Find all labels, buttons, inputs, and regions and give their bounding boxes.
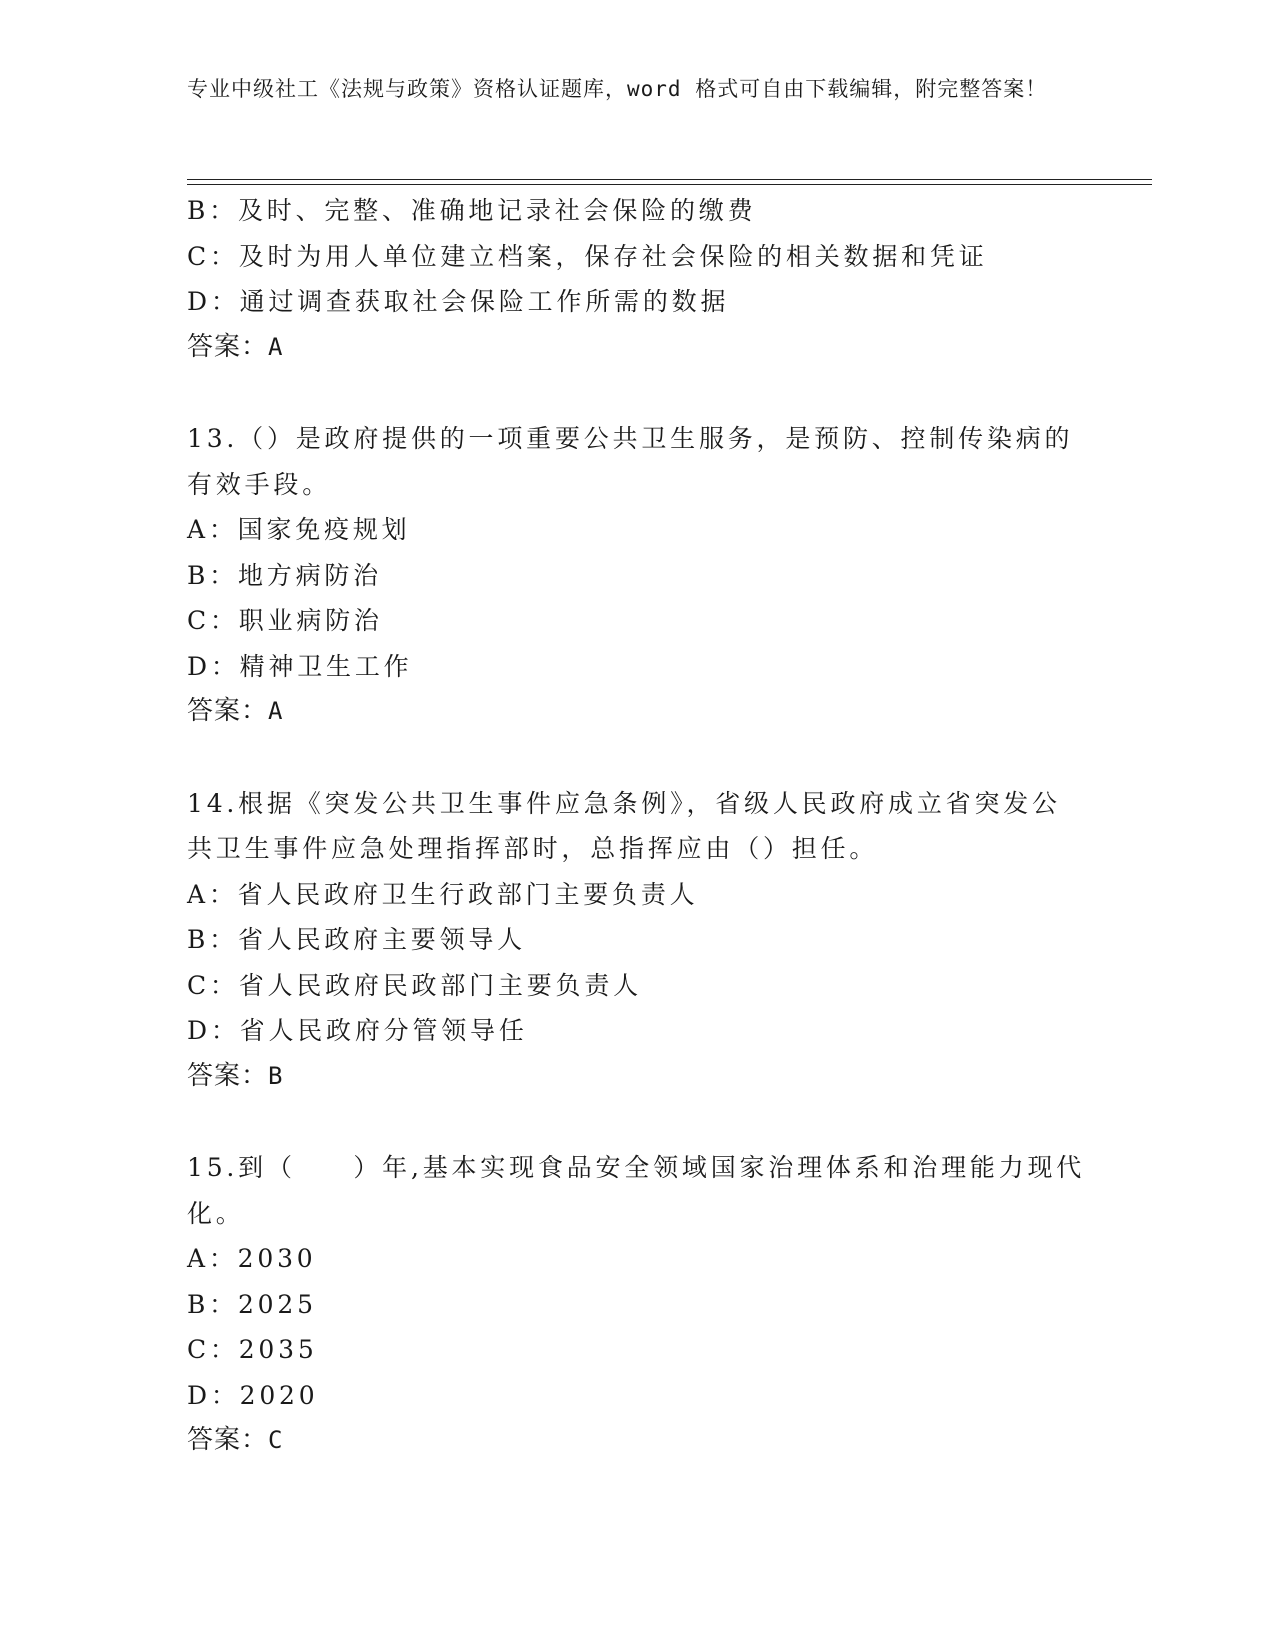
answer-value: B xyxy=(268,1061,284,1090)
option-d: D：2020 xyxy=(187,1380,319,1410)
answer-value: A xyxy=(268,697,284,725)
answer-label: 答案： xyxy=(187,331,269,362)
document-header: 专业中级社工《法规与政策》资格认证题库，word 格式可自由下载编辑，附完整答案！ xyxy=(187,77,1048,101)
option-a: A：国家免疫规划 xyxy=(187,515,411,544)
answer-label: 答案： xyxy=(187,1060,269,1091)
option-d: D：精神卫生工作 xyxy=(187,651,413,681)
answer-line xyxy=(187,1054,1087,1100)
question-stem-line: 有效手段。 xyxy=(187,469,332,499)
answer-line xyxy=(187,689,1087,735)
answer-label: 答案： xyxy=(187,696,269,726)
question-stem-line: 14.根据《突发公共卫生事件应急条例》，省级人民政府成立省突发公 xyxy=(187,788,1061,818)
option-c: C：省人民政府民政部门主要负责人 xyxy=(187,970,642,1000)
question-stem-line: 13.（）是政府提供的一项重要公共卫生服务，是预防、控制传染病的 xyxy=(187,424,1074,453)
header-rule-top xyxy=(187,179,1152,180)
question-13 xyxy=(187,416,1087,735)
answer-value: A xyxy=(268,332,284,361)
answer-line xyxy=(187,1418,1087,1464)
answer-value: C xyxy=(268,1426,284,1454)
option-b: B：及时、完整、准确地记录社会保险的缴费 xyxy=(187,196,757,225)
option-b: B：地方病防治 xyxy=(187,560,382,590)
question-15 xyxy=(187,1145,1087,1464)
question-stem-line: 15.到（ ）年,基本实现食品安全领域国家治理体系和治理能力现代 xyxy=(187,1153,1086,1182)
answer-line xyxy=(187,325,1087,371)
option-a: A：2030 xyxy=(187,1244,317,1273)
question-stem-line: 共卫生事件应急处理指挥部时，总指挥应由（）担任。 xyxy=(187,834,879,863)
question-list xyxy=(187,188,1087,1464)
option-c: C：职业病防治 xyxy=(187,606,383,635)
question-14 xyxy=(187,781,1087,1100)
option-b: B：省人民政府主要领导人 xyxy=(187,925,526,954)
option-b: B：2025 xyxy=(187,1289,317,1319)
question-12-continued xyxy=(187,188,1087,370)
question-stem-line: 化。 xyxy=(187,1198,245,1228)
answer-label: 答案： xyxy=(187,1425,269,1455)
option-c: C：及时为用人单位建立档案，保存社会保险的相关数据和凭证 xyxy=(187,241,988,271)
header-rule-bottom xyxy=(187,184,1152,185)
option-d: D：省人民政府分管领导任 xyxy=(187,1016,528,1045)
option-a: A：省人民政府卫生行政部门主要负责人 xyxy=(187,879,699,909)
option-d: D：通过调查获取社会保险工作所需的数据 xyxy=(187,287,730,316)
option-c: C：2035 xyxy=(187,1335,318,1364)
